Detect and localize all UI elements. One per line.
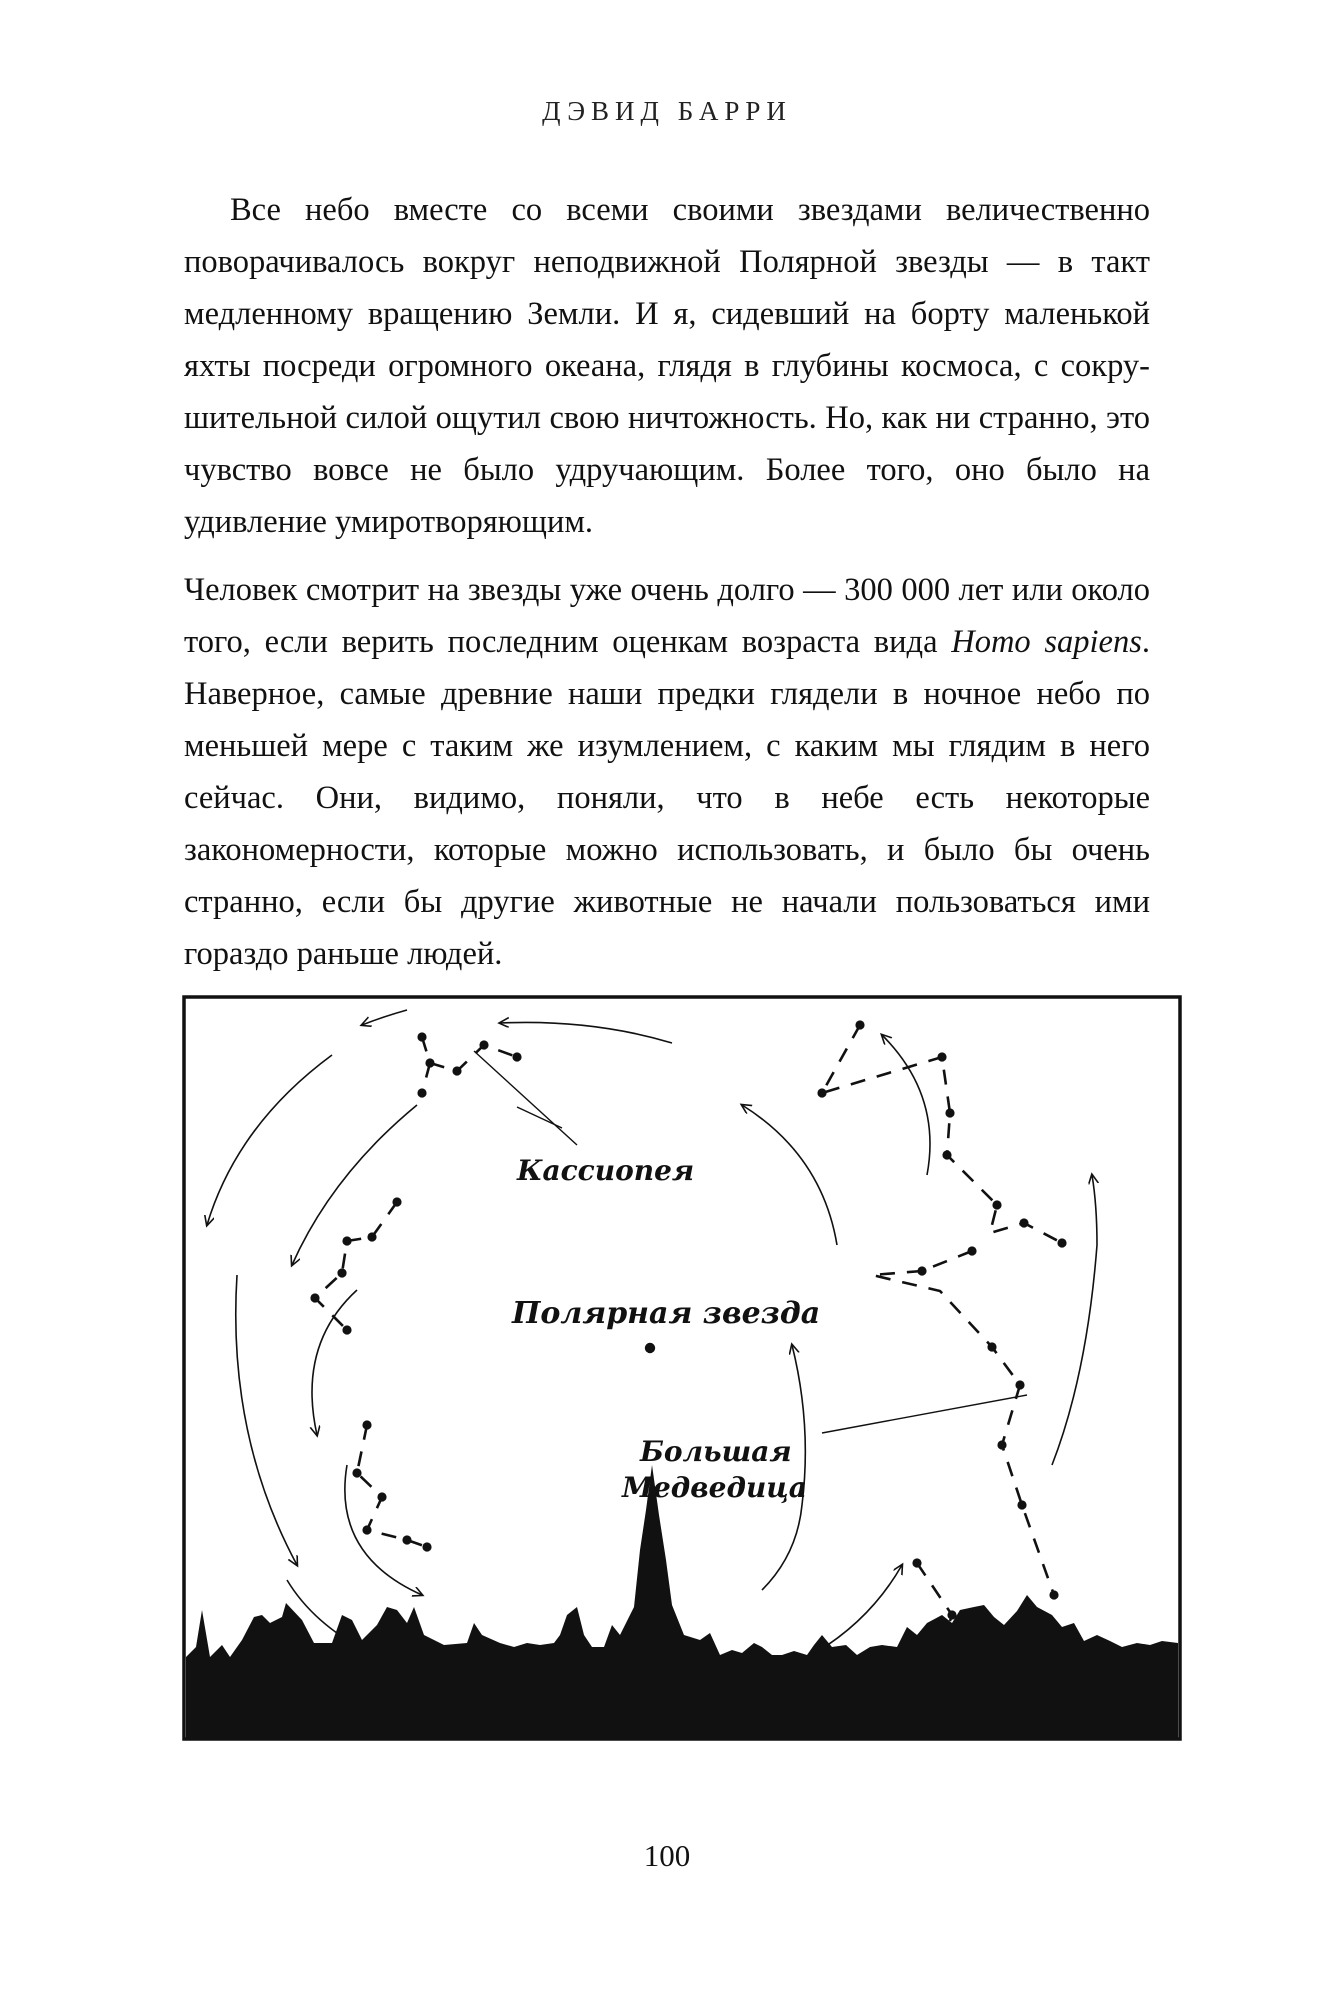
dipper-right-lines [872, 1251, 1054, 1595]
arrow-inner-left-mid [312, 1290, 357, 1435]
arrow-top-left [362, 1010, 407, 1025]
arrow-right-outer-lower [1052, 1175, 1097, 1465]
cassiopeia-left-lines [315, 1202, 397, 1330]
leader-lines [474, 1051, 1027, 1433]
big-dipper-label-line1: Большая [640, 1435, 792, 1468]
species-name: Homo sapiens [951, 624, 1142, 660]
city-skyline-silhouette [186, 1465, 1178, 1739]
arrow-right-outer-upper [882, 1035, 930, 1175]
constellation-illustration [182, 995, 1182, 1741]
constellation-lines [315, 1025, 1062, 1691]
polaris-star [645, 1343, 655, 1353]
paragraph-2 [184, 564, 1150, 980]
stars [310, 1020, 1066, 1695]
cassiopeia-label: Кассиопея [517, 1154, 695, 1187]
big-dipper-label-line2: Медведица [622, 1471, 807, 1504]
arrow-left-bottom-b [345, 1465, 422, 1595]
arrow-outer-left-lower [236, 1275, 297, 1565]
paragraph-2-after: . Наверное, самые древние наши предки глядели в ночное небо по меньшей мере с таким же изумлением, с каким мы глядим в него сейчас. Они, видимо, поняли, что в небе есть некоторые закономерности, которые можно использовать, и было бы очень странно, если бы другие животные не начали пользоваться ими гораздо раньше людей. [184, 624, 1150, 972]
constellation-svg [182, 995, 1182, 1741]
paragraph-1: Все небо вместе со всеми своими звездами величественно поворачивалось вокруг неподвижной Полярной звезды — в такт медленному вращению Земли. И я, сидевший на борту маленькой яхты посреди огромного океана, глядя в глубины космоса, с сокрушительной силой ощутил свою ничтожность. Но, как ни странно, это чувство вовсе не было удручающим. Более того, оно было на удивление умиротворяющим. [184, 192, 1150, 540]
arrow-right-inner-upper [742, 1105, 837, 1245]
page-number: 100 [643, 1838, 691, 1873]
cassiopeia-top-lines [422, 1037, 517, 1071]
arrow-outer-left-upper [207, 1055, 332, 1225]
paragraph-2-before: Человек смотрит на звезды уже очень долго — 300 000 лет или около того, если верить последним оценкам возраста вида [184, 572, 1150, 660]
polaris-label: Полярная звезда [512, 1296, 821, 1331]
skyline-ground [186, 1700, 1178, 1739]
running-head: ДЭВИД БАРРИ [542, 96, 792, 126]
arrow-top-center [500, 1022, 672, 1043]
